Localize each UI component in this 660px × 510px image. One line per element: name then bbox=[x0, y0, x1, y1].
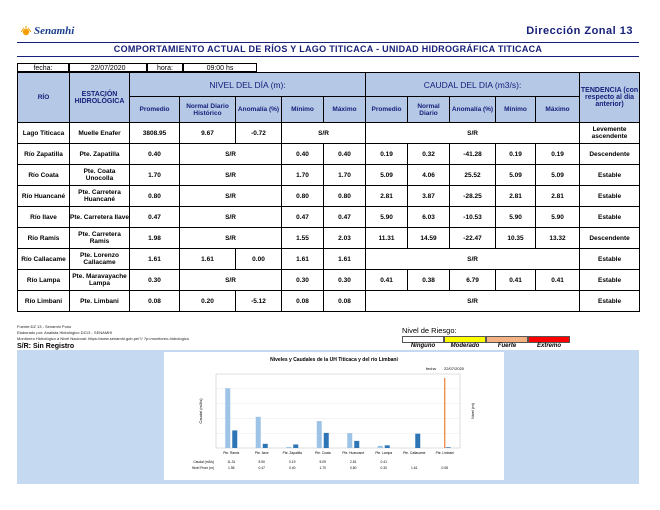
flow-bar bbox=[225, 388, 230, 448]
caudal-anom-cell: 6.79 bbox=[450, 270, 496, 291]
nivel-prom-cell: 0.08 bbox=[130, 291, 180, 312]
hora-value: 09:00 hs bbox=[183, 63, 257, 72]
rio-cell: Lago Titicaca bbox=[18, 123, 70, 144]
fecha-value: 22/07/2020 bbox=[69, 63, 147, 72]
table-row bbox=[18, 207, 640, 228]
nivel-max-cell: 0.30 bbox=[324, 270, 366, 291]
estacion-cell: Pte. Maravayache Lampa bbox=[70, 270, 130, 291]
sun-icon bbox=[20, 25, 32, 37]
series-legend-label: Caudal (m3/s) bbox=[193, 460, 214, 464]
caudal-subheader: Normal Diario bbox=[408, 97, 450, 123]
fecha-label: fecha: bbox=[17, 63, 69, 72]
y2-axis-label: Nivel (m) bbox=[470, 403, 475, 419]
levels-flows-chart bbox=[164, 352, 504, 480]
risk-level-label: Moderado bbox=[450, 343, 480, 349]
table-value: 0.30 bbox=[380, 466, 387, 470]
risk-label: Nivel de Riesgo: bbox=[402, 326, 457, 335]
caudal-norm-cell: 14.59 bbox=[408, 228, 450, 249]
flow-bar bbox=[378, 446, 383, 448]
risk-legend bbox=[402, 326, 582, 349]
table-value: 0.47 bbox=[258, 466, 265, 470]
risk-swatch bbox=[444, 336, 486, 343]
table-value: 0.41 bbox=[380, 460, 387, 464]
tendencia-cell: Estable bbox=[580, 249, 640, 270]
report-sheet bbox=[17, 20, 639, 484]
caudal-header: CAUDAL DEL DIA (m3/s): bbox=[366, 73, 580, 97]
nivel-sr-cell: S/R bbox=[180, 270, 282, 291]
caudal-anom-cell: -28.25 bbox=[450, 186, 496, 207]
caudal-prom-cell: 11.31 bbox=[366, 228, 408, 249]
nivel-prom-cell: 1.98 bbox=[130, 228, 180, 249]
hora-label: hora: bbox=[147, 63, 183, 72]
level-bar bbox=[354, 441, 359, 448]
nivel-max-cell: 1.70 bbox=[324, 165, 366, 186]
rio-cell: Río Limbani bbox=[18, 291, 70, 312]
estacion-cell: Muelle Enafer bbox=[70, 123, 130, 144]
caudal-anom-cell: -10.53 bbox=[450, 207, 496, 228]
risk-bar bbox=[402, 336, 582, 343]
nivel-min-cell: 0.80 bbox=[282, 186, 324, 207]
estacion-cell: Pte. Carretera Ilave bbox=[70, 207, 130, 228]
rio-cell: Río Ramis bbox=[18, 228, 70, 249]
nivel-min-cell: 0.30 bbox=[282, 270, 324, 291]
nivel-norm-cell: 0.20 bbox=[180, 291, 236, 312]
table-row bbox=[18, 270, 640, 291]
nivel-subheader: Mínimo bbox=[282, 97, 324, 123]
nivel-norm-cell: 1.61 bbox=[180, 249, 236, 270]
table-row bbox=[18, 144, 640, 165]
logo-text: Senamhi bbox=[34, 25, 75, 37]
nivel-prom-cell: 3808.95 bbox=[130, 123, 180, 144]
caudal-max-cell: 5.90 bbox=[536, 207, 580, 228]
date-row bbox=[17, 63, 257, 72]
chart-title: Niveles y Caudales de la UH Titicaca y del río Limbani bbox=[270, 357, 398, 363]
category-label: Pte. Huancané bbox=[342, 451, 365, 455]
nivel-min-cell: 1.61 bbox=[282, 249, 324, 270]
senamhi-logo bbox=[20, 22, 80, 40]
table-row bbox=[18, 165, 640, 186]
caudal-subheader: Anomalía (%) bbox=[450, 97, 496, 123]
nivel-prom-cell: 1.70 bbox=[130, 165, 180, 186]
caudal-subheader: Máximo bbox=[536, 97, 580, 123]
plot-frame bbox=[216, 374, 460, 448]
nivel-sr-cell: S/R bbox=[180, 228, 282, 249]
table-value: 5.90 bbox=[258, 460, 265, 464]
direction-title: Dirección Zonal 13 bbox=[526, 25, 633, 37]
risk-swatch bbox=[486, 336, 528, 343]
caudal-min-cell: 5.90 bbox=[496, 207, 536, 228]
table-row bbox=[18, 249, 640, 270]
category-label: Pte. Ilave bbox=[254, 451, 269, 455]
level-bar bbox=[446, 447, 451, 448]
rio-cell: Río Zapatilla bbox=[18, 144, 70, 165]
caudal-sr-cell: S/R bbox=[366, 249, 580, 270]
tendencia-cell: Estable bbox=[580, 270, 640, 291]
flow-bar bbox=[286, 447, 291, 448]
caudal-norm-cell: 0.32 bbox=[408, 144, 450, 165]
nivel-prom-cell: 0.40 bbox=[130, 144, 180, 165]
level-bar bbox=[293, 444, 298, 448]
caudal-min-cell: 0.19 bbox=[496, 144, 536, 165]
flow-bar bbox=[347, 433, 352, 448]
caudal-max-cell: 13.32 bbox=[536, 228, 580, 249]
estacion-cell: Pte. Carretera Ramis bbox=[70, 228, 130, 249]
risk-level-label: Fuerte bbox=[497, 343, 517, 349]
nivel-norm-cell: 9.67 bbox=[180, 123, 236, 144]
category-label: Pte. Coata bbox=[314, 451, 331, 455]
risk-level-label: Ninguno bbox=[410, 343, 436, 349]
table-value: 1.70 bbox=[319, 466, 326, 470]
caudal-norm-cell: 6.03 bbox=[408, 207, 450, 228]
caudal-max-cell: 2.81 bbox=[536, 186, 580, 207]
caudal-prom-cell: 2.81 bbox=[366, 186, 408, 207]
chart-date-value: 22/07/2020 bbox=[444, 366, 465, 371]
nivel-sr-cell: S/R bbox=[282, 123, 366, 144]
tendencia-cell: Descendente bbox=[580, 144, 640, 165]
table-row bbox=[18, 186, 640, 207]
category-label: Pte. Callacame bbox=[403, 451, 426, 455]
caudal-sr-cell: S/R bbox=[366, 291, 580, 312]
series-legend-label: Nivel Prom (m) bbox=[192, 466, 214, 470]
table-value: 5.09 bbox=[319, 460, 326, 464]
tendencia-cell: Levemente ascendente bbox=[580, 123, 640, 144]
nivel-header: NIVEL DEL DÍA (m): bbox=[130, 73, 366, 97]
level-bar bbox=[324, 433, 329, 448]
chart-container bbox=[164, 352, 504, 480]
caudal-min-cell: 10.35 bbox=[496, 228, 536, 249]
table-value: 1.61 bbox=[411, 466, 418, 470]
nivel-min-cell: 1.70 bbox=[282, 165, 324, 186]
caudal-norm-cell: 0.38 bbox=[408, 270, 450, 291]
category-label: Pte. Zapatilla bbox=[282, 451, 302, 455]
nivel-min-cell: 0.40 bbox=[282, 144, 324, 165]
estacion-cell: Pte. Carretera Huancané bbox=[70, 186, 130, 207]
nivel-prom-cell: 0.80 bbox=[130, 186, 180, 207]
level-bar bbox=[263, 444, 268, 448]
caudal-anom-cell: -22.47 bbox=[450, 228, 496, 249]
col-tendencia: TENDENCIA (con respecto al día anterior) bbox=[580, 73, 640, 123]
estacion-cell: Pte. Lorenzo Callacame bbox=[70, 249, 130, 270]
col-estacion: ESTACIÓN HIDROLÓGICA bbox=[70, 73, 130, 123]
table-value: 2.81 bbox=[350, 460, 357, 464]
table-value: 0.40 bbox=[289, 466, 296, 470]
caudal-prom-cell: 5.90 bbox=[366, 207, 408, 228]
table-row bbox=[18, 228, 640, 249]
nivel-max-cell: 0.47 bbox=[324, 207, 366, 228]
nivel-subheader: Máximo bbox=[324, 97, 366, 123]
caudal-anom-cell: 25.52 bbox=[450, 165, 496, 186]
chart-panel bbox=[17, 350, 639, 484]
rio-cell: Río Huancané bbox=[18, 186, 70, 207]
caudal-prom-cell: 0.41 bbox=[366, 270, 408, 291]
nivel-min-cell: 1.55 bbox=[282, 228, 324, 249]
note-link: Monitoreo Hidrológico a Nivel Nacional: https://www.senamhi.gob.pe/?/ ?p=monitoreo-hidrologico bbox=[17, 336, 189, 341]
nivel-min-cell: 0.47 bbox=[282, 207, 324, 228]
rivers-table bbox=[17, 72, 640, 312]
notes bbox=[17, 324, 189, 342]
caudal-norm-cell: 4.06 bbox=[408, 165, 450, 186]
nivel-anom-cell: -5.12 bbox=[236, 291, 282, 312]
caudal-max-cell: 5.09 bbox=[536, 165, 580, 186]
caudal-min-cell: 0.41 bbox=[496, 270, 536, 291]
nivel-subheader: Promedio bbox=[130, 97, 180, 123]
rio-cell: Río Ilave bbox=[18, 207, 70, 228]
y-axis-label: Caudal (m3/s) bbox=[198, 398, 203, 424]
nivel-max-cell: 2.03 bbox=[324, 228, 366, 249]
tendencia-cell: Estable bbox=[580, 207, 640, 228]
risk-swatch bbox=[528, 336, 570, 343]
table-value: 0.08 bbox=[441, 466, 448, 470]
caudal-min-cell: 5.09 bbox=[496, 165, 536, 186]
nivel-anom-cell: -0.72 bbox=[236, 123, 282, 144]
table-value: 0.19 bbox=[289, 460, 296, 464]
nivel-sr-cell: S/R bbox=[180, 207, 282, 228]
flow-bar bbox=[317, 421, 322, 448]
table-value: 1.98 bbox=[228, 466, 235, 470]
caudal-max-cell: 0.19 bbox=[536, 144, 580, 165]
nivel-anom-cell: 0.00 bbox=[236, 249, 282, 270]
col-rio: RÍO bbox=[18, 73, 70, 123]
nivel-max-cell: 0.40 bbox=[324, 144, 366, 165]
nivel-subheader: Anomalía (%) bbox=[236, 97, 282, 123]
note-author: Elaborado por: Analista Hidrológico DZ13 - SENAMHI bbox=[17, 330, 113, 335]
report-header bbox=[17, 20, 639, 42]
report-title: COMPORTAMIENTO ACTUAL DE RÍOS Y LAGO TITICACA - UNIDAD HIDROGRÁFICA TITICACA bbox=[17, 42, 639, 57]
table-row bbox=[18, 291, 640, 312]
table-value: 0.80 bbox=[350, 466, 357, 470]
nivel-subheader: Normal Diario Histórico bbox=[180, 97, 236, 123]
level-bar bbox=[415, 434, 420, 448]
risk-names bbox=[402, 343, 582, 349]
table-row bbox=[18, 123, 640, 144]
estacion-cell: Pte. Limbani bbox=[70, 291, 130, 312]
caudal-max-cell: 0.41 bbox=[536, 270, 580, 291]
nivel-sr-cell: S/R bbox=[180, 186, 282, 207]
tendencia-cell: Estable bbox=[580, 291, 640, 312]
nivel-prom-cell: 1.61 bbox=[130, 249, 180, 270]
caudal-prom-cell: 5.09 bbox=[366, 165, 408, 186]
nivel-max-cell: 0.08 bbox=[324, 291, 366, 312]
nivel-prom-cell: 0.47 bbox=[130, 207, 180, 228]
nivel-sr-cell: S/R bbox=[180, 144, 282, 165]
note-source: Fuente:DZ 13 - Senamhi Puno bbox=[17, 324, 72, 329]
estacion-cell: Pte. Coata Unocolla bbox=[70, 165, 130, 186]
caudal-sr-cell: S/R bbox=[366, 123, 580, 144]
tendencia-cell: Descendente bbox=[580, 228, 640, 249]
nivel-min-cell: 0.08 bbox=[282, 291, 324, 312]
risk-swatch bbox=[402, 336, 444, 343]
caudal-min-cell: 2.81 bbox=[496, 186, 536, 207]
risk-level-label: Extremo bbox=[536, 343, 561, 349]
rio-cell: Río Callacame bbox=[18, 249, 70, 270]
nivel-sr-cell: S/R bbox=[180, 165, 282, 186]
nivel-prom-cell: 0.30 bbox=[130, 270, 180, 291]
estacion-cell: Pte. Zapatilla bbox=[70, 144, 130, 165]
tendencia-cell: Estable bbox=[580, 165, 640, 186]
nivel-max-cell: 0.80 bbox=[324, 186, 366, 207]
nivel-max-cell: 1.61 bbox=[324, 249, 366, 270]
rio-cell: Río Coata bbox=[18, 165, 70, 186]
tendencia-cell: Estable bbox=[580, 186, 640, 207]
rio-cell: Río Lampa bbox=[18, 270, 70, 291]
table-value: 11.31 bbox=[227, 460, 236, 464]
caudal-anom-cell: -41.28 bbox=[450, 144, 496, 165]
chart-date-label: fecha bbox=[426, 366, 436, 371]
caudal-norm-cell: 3.87 bbox=[408, 186, 450, 207]
category-label: Pte. Lampa bbox=[375, 451, 393, 455]
caudal-prom-cell: 0.19 bbox=[366, 144, 408, 165]
category-label: Pte. Ramis bbox=[223, 451, 240, 455]
flow-bar bbox=[256, 417, 261, 448]
level-bar bbox=[385, 445, 390, 448]
level-bar bbox=[232, 430, 237, 448]
sr-legend: S/R: Sin Registro bbox=[17, 343, 75, 350]
caudal-subheader: Promedio bbox=[366, 97, 408, 123]
category-label: Pte. Limbani bbox=[435, 451, 454, 455]
caudal-subheader: Mínimo bbox=[496, 97, 536, 123]
